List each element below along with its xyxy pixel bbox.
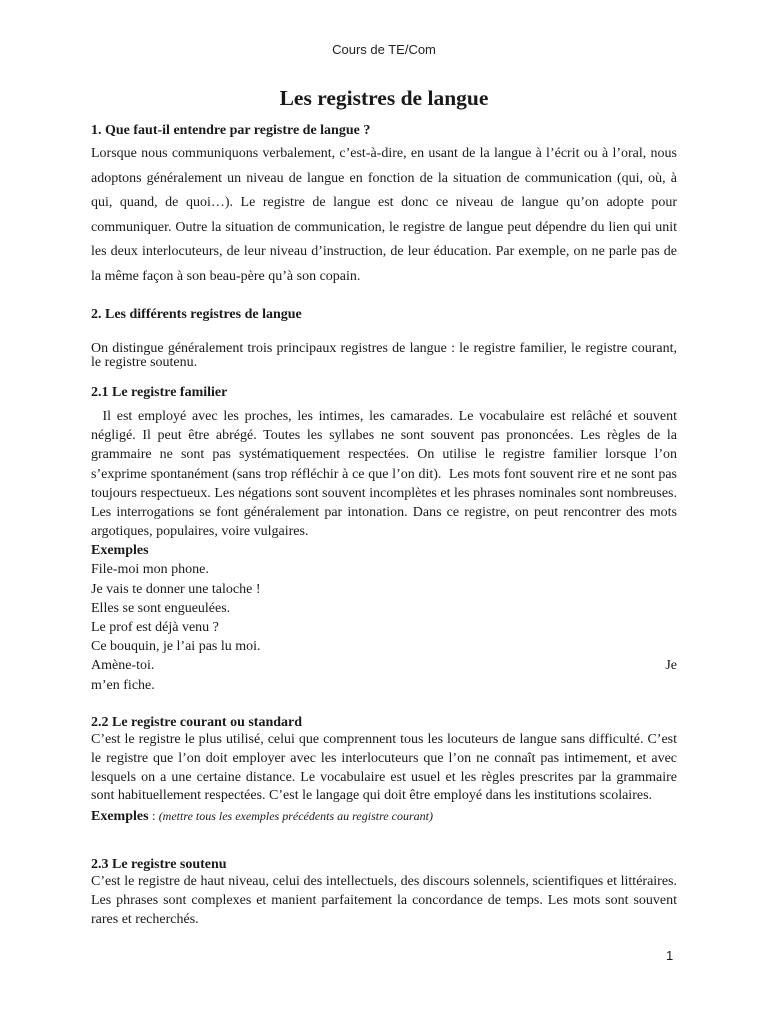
section-2: [91, 307, 677, 370]
example-item: Elles se sont engueulées.: [91, 600, 231, 616]
section-2-heading: 2. Les différents registres de langue: [91, 307, 302, 322]
examples-line-courant: [91, 806, 677, 826]
section-2-1: [91, 385, 681, 695]
examples-title-courant: Exemples: [91, 809, 149, 825]
example-item-left: Amène-toi.: [91, 658, 155, 674]
example-item-right: Je: [665, 658, 677, 674]
example-item: File-moi mon phone.: [91, 562, 209, 578]
examples-colon: :: [148, 808, 159, 824]
page-number: 1: [666, 948, 674, 963]
section-2-3-paragraph: C’est le registre de haut niveau, celui des intellectuels, des discours solennels, scientifiques et littéraires. Les phrases sont complexes et manient parfaitement la concordance de temps. Les mots sont souvent rares et recherchés.: [91, 874, 677, 927]
section-2-3-heading: 2.3 Le registre soutenu: [91, 857, 227, 872]
section-1-paragraph: Lorsque nous communiquons verbalement, c’est-à-dire, en usant de la langue à l’écrit ou à l’oral, nous adoptons généralement un niveau de langue en fonction de la situation de communication (qui, où, à qui, quand, de quoi…). Le registre de langue est donc ce niveau de langue qu’on adopte pour communiquer. Outre la situation de communication, le registre de langue peut dépendre du lien qui unit les deux interlocuteurs, de leur niveau d’instruction, de leur éducation. Par exemple, on ne parle pas de la même façon à son beau-père qu’à son copain.: [91, 146, 677, 284]
example-item: Je vais te donner une taloche !: [91, 581, 261, 597]
example-item: Le prof est déjà venu ?: [91, 620, 219, 636]
page-header: Cours de TE/Com: [332, 42, 436, 57]
examples-list-familier: [91, 560, 677, 694]
section-2-2: [91, 715, 677, 826]
section-2-paragraph: On distingue généralement trois principaux registres de langue : le registre familier, le registre courant, le registre soutenu.: [91, 341, 677, 370]
section-2-1-heading: 2.1 Le registre familier: [91, 385, 228, 400]
example-item-justified: [91, 656, 677, 675]
examples-title-familier: Exemples: [91, 543, 149, 559]
section-2-2-paragraph: C’est le registre le plus utilisé, celui que comprennent tous les locuteurs de langue sans difficulté. C’est le registre que l’on doit employer avec les interlocuteurs que l’on ne connaît pas intimement, et avec lesquels on a une certaine distance. Le vocabulaire est usuel et les règles prescrites par la grammaire sont habituellement respectées. C’est le langage qui doit être employé dans les institutions scolaires.: [91, 732, 677, 804]
section-2-1-paragraph: Il est employé avec les proches, les intimes, les camarades. Le vocabulaire est relâché et souvent négligé. Il peut être abrégé. Toutes les syllabes ne sont souvent pas prononcées. Les règles de la grammaire ne sont pas systématiquement respectées. On utilise le registre familier lorsque l’on s’exprime spontanément (sans trop réfléchir à ce que l’on dit). Les mots font souvent rire et ne sont pas toujours respectueux. Les négations sont souvent incomplètes et les phrases nominales sont nombreuses. Les interrogations se font généralement par intonation. Dans ce registre, on peut rencontrer des mots argotiques, populaires, voire vulgaires.: [91, 409, 681, 540]
section-1-heading: 1. Que faut-il entendre par registre de langue ?: [91, 123, 371, 138]
page-title: Les registres de langue: [279, 86, 489, 110]
example-item-wrap: m’en fiche.: [91, 677, 155, 693]
section-2-2-heading: 2.2 Le registre courant ou standard: [91, 715, 303, 730]
examples-note: (mettre tous les exemples précédents au registre courant): [158, 809, 433, 824]
section-1: [91, 123, 677, 289]
example-item: Ce bouquin, je l’ai pas lu moi.: [91, 639, 261, 655]
section-2-3: [91, 857, 677, 929]
